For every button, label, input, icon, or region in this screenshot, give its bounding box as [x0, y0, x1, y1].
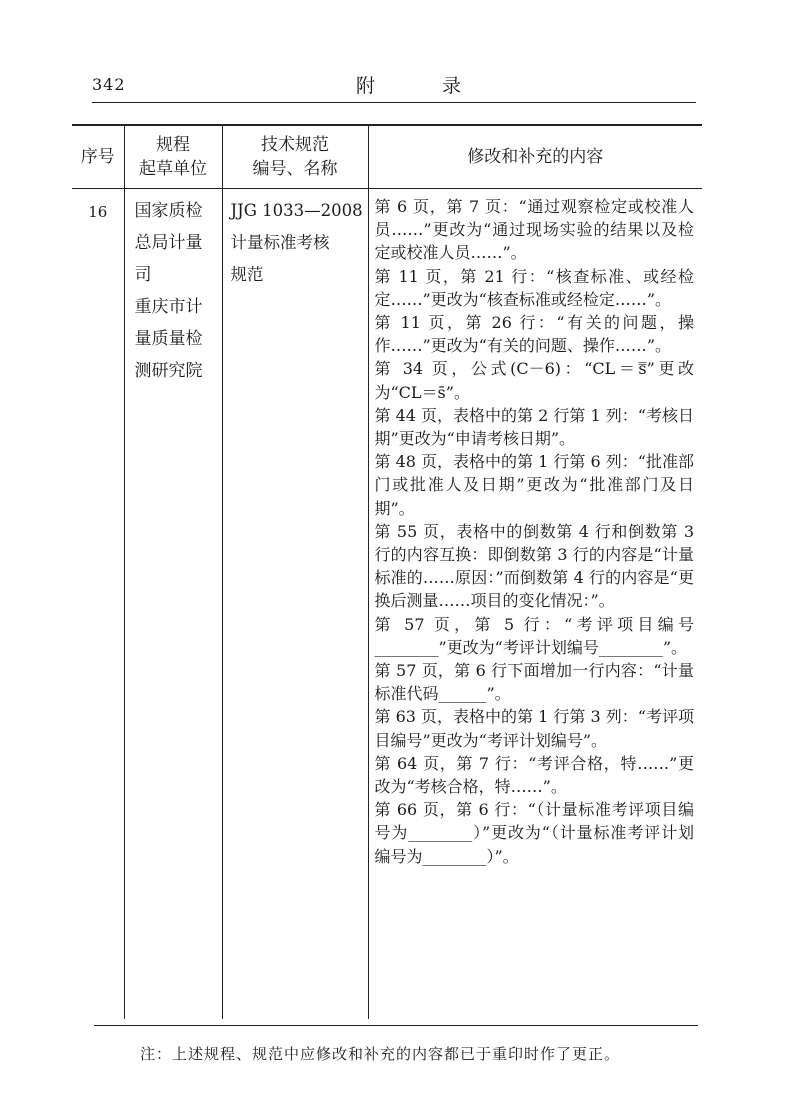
revision-entry: 第 6 页，第 7 页：“通过观察检定或校准人员……”更改为“通过现场实验的结果以及检定或校准人员……”。 [374, 197, 694, 263]
unit-line: 测研究院 [134, 361, 203, 381]
row-content [368, 189, 702, 1020]
header-drafting-unit [124, 125, 222, 189]
header-rule [92, 102, 696, 103]
tech-line: 计量标准考核 [230, 233, 330, 252]
revision-entry: 第 66 页，第 6 行：“（计量标准考评项目编号为________）”更改为“（计量标准考评计划编号为________）”。 [374, 800, 694, 866]
table-row [72, 189, 702, 1020]
revision-entry: 第 57 页，第 6 行下面增加一行内容：“计量标准代码______”。 [374, 661, 694, 704]
revision-entry: 第 63 页，表格中的第 1 行第 3 列：“考评项目编号”更改为“考评计划编号”。 [374, 707, 694, 750]
header-seq: 序号 [72, 125, 124, 189]
revision-entry: 第 34 页，公式(C－6)：“CL＝s̿”更改为“CL＝s̄”。 [374, 359, 694, 402]
tech-line: JJG 1033—2008 [230, 201, 363, 220]
header-tech-spec [222, 125, 368, 189]
revision-entry: 第 44 页，表格中的第 2 行第 1 列：“考核日期”更改为“申请考核日期”。 [374, 405, 694, 449]
unit-line: 司 [134, 265, 152, 285]
table-header-row [72, 125, 702, 189]
header-unit-line2: 起草单位 [139, 159, 207, 179]
header-tech-line1: 技术规范 [261, 135, 329, 155]
header-content: 修改和补充的内容 [368, 125, 702, 189]
unit-line: 重庆市计 [134, 297, 203, 317]
row-tech-spec [222, 189, 368, 1020]
unit-line: 国家质检 [134, 201, 203, 221]
revision-table [72, 124, 702, 1019]
row-seq: 16 [88, 203, 108, 221]
tech-line: 规范 [230, 265, 264, 284]
revision-entry: 第 57 页，第 5 行：“考评项目编号________”更改为“考评计划编号________”。 [374, 614, 694, 657]
page-number: 342 [92, 75, 126, 94]
unit-line: 总局计量 [134, 233, 203, 253]
header-unit-line1: 规程 [156, 135, 190, 155]
table-bottom-rule [94, 1025, 698, 1026]
footnote: 注：上述规程、规范中应修改和补充的内容都已于重印时作了更正。 [140, 1045, 621, 1063]
revision-entry: 第 64 页，第 7 行：“考评合格，特……”更改为“考核合格，特……”。 [374, 753, 694, 797]
unit-line: 量质量检 [134, 329, 203, 349]
revision-entry: 第 55 页，表格中的倒数第 4 行和倒数第 3 行的内容互换：即倒数第 3 行的内容是“计量标准的……原因：”而倒数第 4 行的内容是“更换后测量……项目的变化情况：”。 [374, 521, 694, 611]
revision-entry: 第 11 页，第 26 行：“有关的问题，操作……”更改为“有关的问题、操作……”。 [374, 313, 694, 356]
row-drafting-unit [124, 189, 222, 1020]
running-head-title: 附 录 [356, 75, 486, 97]
revision-entry: 第 48 页，表格中的第 1 行第 6 列：“批准部门或批准人及日期”更改为“批准部门及日期”。 [374, 452, 694, 518]
header-tech-line2: 编号、名称 [252, 159, 338, 179]
revision-entry: 第 11 页，第 21 行：“核查标准、或经检定……”更改为“核查标准或经检定……”。 [374, 266, 694, 309]
